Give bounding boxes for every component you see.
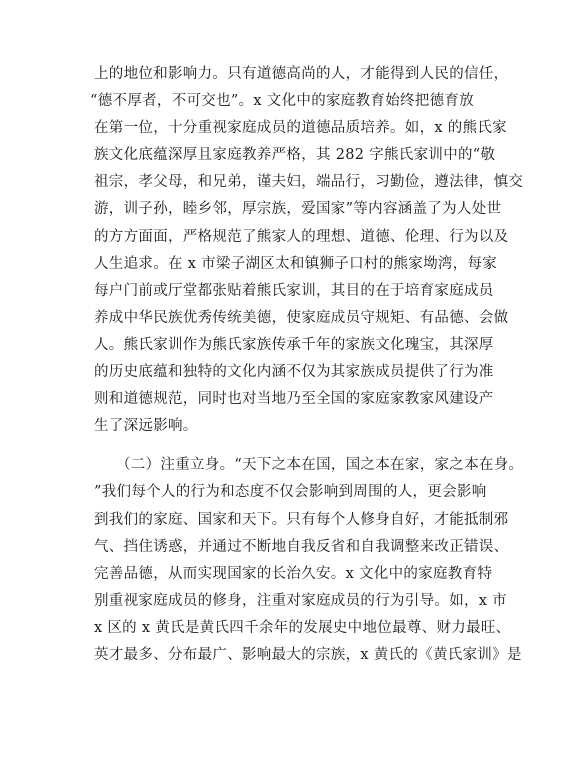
text-line: 族文化底蕴深厚且家庭教养严格，其 282 字熊氏家训中的“敬: [94, 147, 496, 164]
text-line: 的方方面面，严格规范了熊家人的理想、道德、伦理、行为以及: [94, 228, 509, 245]
text-line: 游，训子孙，睦乡邻，厚宗族，爱国家”等内容涵盖了为人处世: [94, 201, 502, 218]
paragraph-spacer: [94, 440, 504, 452]
text-line: 气、挡住诱惑，并通过不断地自我反省和自我调整来改正错误、: [94, 538, 509, 555]
text-line: 每户门前或厅堂都张贴着熊氏家训，其目的在于培育家庭成员: [94, 282, 494, 299]
text-line: 上的地位和影响力。只有道德高尚的人，才能得到人民的信任，: [94, 66, 509, 82]
text-line: 人生追求。在 x 市梁子湖区太和镇狮子口村的熊家坳湾，每家: [94, 255, 498, 272]
text-line: x 区的 x 黄氏是黄氏四千余年的发展史中地位最尊、财力最旺、: [94, 619, 511, 636]
document-body: [90, 61, 524, 669]
text-line: 在第一位，十分重视家庭成员的道德品质培养。如，x 的熊氏家: [94, 120, 507, 137]
text-line: 完善品德，从而实现国家的长治久安。x 文化中的家庭教育特: [94, 565, 493, 582]
text-line: 别重视家庭成员的修身，注重对家庭成员的行为引导。如，x 市: [94, 592, 507, 609]
text-line: 祖宗，孝父母，和兄弟，谨夫妇，端品行，习勤俭，遵法律，慎交: [94, 174, 524, 191]
paragraph-family-virtue: [90, 61, 524, 440]
text-line: 到我们的家庭、国家和天下。只有每个人修身自好，才能抵制邪: [94, 511, 509, 528]
text-line: “德不厚者，不可交也”。x 文化中的家庭教育始终把德育放: [90, 93, 475, 110]
section-heading-line: （二）注重立身。“天下之本在国，国之本在家，家之本在身。: [116, 457, 524, 474]
text-line: 的历史底蕴和独特的文化内涵不仅为其家族成员提供了行为准: [94, 364, 494, 381]
text-line: 养成中华民族优秀传统美德，使家庭成员守规矩、有品德、会做: [94, 309, 509, 326]
text-line: ”我们每个人的行为和态度不仅会影响到周围的人，更会影响: [94, 484, 487, 501]
paragraph-self-cultivation: [94, 452, 524, 669]
text-line: 英才最多、分布最广、影响最大的宗族，x 黄氏的《黄氏家训》是: [94, 646, 522, 663]
text-line: 则和道德规范，同时也对当地乃至全国的家庭家教家风建设产: [94, 391, 494, 408]
text-line: 人。熊氏家训作为熊氏家族传承千年的家族文化瑰宝，其深厚: [94, 336, 494, 353]
text-line: 生了深远影响。: [94, 418, 198, 435]
